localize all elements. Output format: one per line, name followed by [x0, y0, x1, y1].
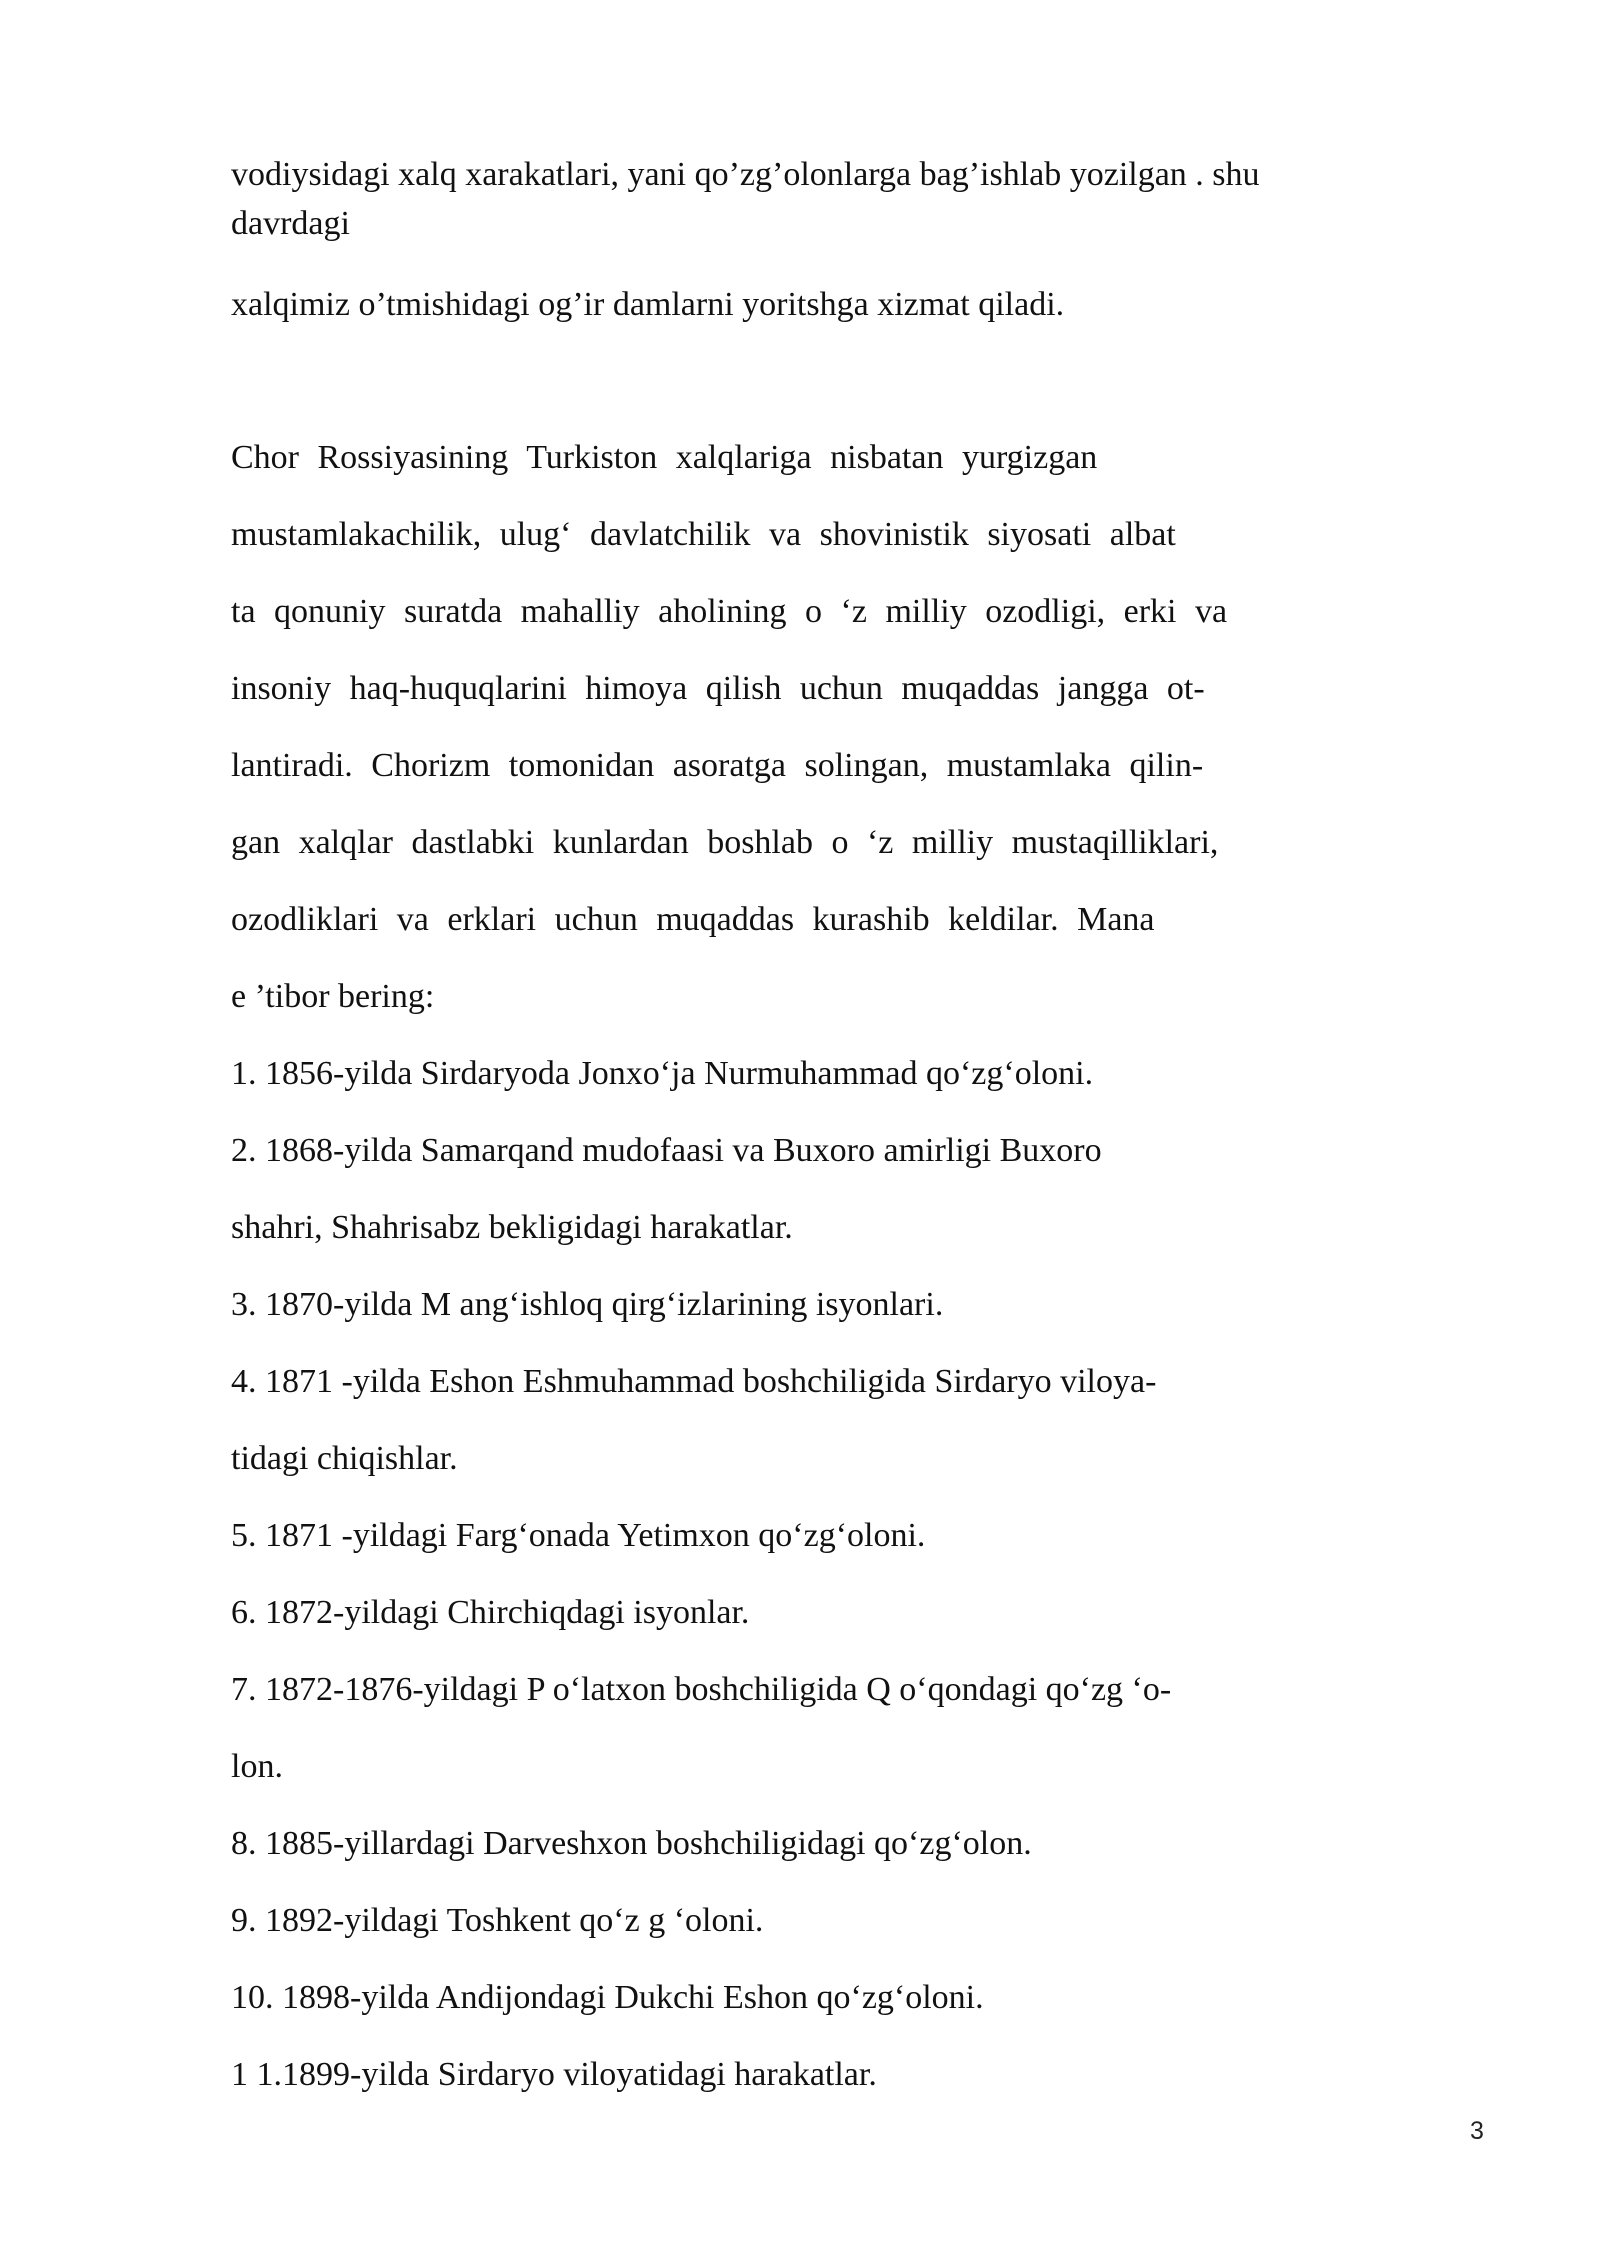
list-item-2: 2. 1868-yilda Samarqand mudofaasi va Buxoro amirligi Buxoro	[231, 1132, 1102, 1169]
list-item-4-continuation: tidagi chiqishlar.	[231, 1440, 458, 1477]
paragraph-line-8: e ’tibor bering:	[231, 978, 435, 1015]
paragraph-line-5: lantiradi. Chorizm tomonidan asoratga solingan, mustamlaka qilin-	[231, 747, 1204, 784]
paragraph-line-4: insoniy haq-huquqlarini himoya qilish uchun muqaddas jangga ot-	[231, 670, 1205, 707]
list-item-8: 8. 1885-yillardagi Darveshxon boshchiligidagi qo‘zg‘olon.	[231, 1825, 1032, 1862]
intro-line-2: davrdagi	[231, 205, 350, 242]
paragraph-line-7: ozodliklari va erklari uchun muqaddas kurashib keldilar. Mana	[231, 901, 1155, 938]
list-item-1: 1. 1856-yilda Sirdaryoda Jonxo‘ja Nurmuhammad qo‘zg‘oloni.	[231, 1055, 1094, 1092]
list-item-7-continuation: lon.	[231, 1748, 283, 1785]
list-item-5: 5. 1871 -yildagi Farg‘onada Yetimxon qo‘zg‘oloni.	[231, 1517, 926, 1554]
list-item-3: 3. 1870-yilda M ang‘ishloq qirg‘izlarining isyonlari.	[231, 1286, 944, 1323]
paragraph-line-1: Chor Rossiyasining Turkiston xalqlariga nisbatan yurgizgan	[231, 439, 1098, 476]
list-item-4: 4. 1871 -yilda Eshon Eshmuhammad boshchiligida Sirdaryo viloya-	[231, 1363, 1157, 1400]
list-item-7: 7. 1872-1876-yildagi P o‘latxon boshchiligida Q o‘qondagi qo‘zg ‘o-	[231, 1671, 1172, 1708]
list-item-9: 9. 1892-yildagi Toshkent qo‘z g ‘oloni.	[231, 1902, 764, 1939]
list-item-11: 1 1.1899-yilda Sirdaryo viloyatidagi harakatlar.	[231, 2056, 877, 2093]
intro-line-3: xalqimiz o’tmishidagi og’ir damlarni yoritshga xizmat qiladi.	[231, 286, 1065, 323]
paragraph-line-6: gan xalqlar dastlabki kunlardan boshlab o ‘z milliy mustaqilliklari,	[231, 824, 1219, 861]
list-item-6: 6. 1872-yildagi Chirchiqdagi isyonlar.	[231, 1594, 750, 1631]
page-number: 3	[1470, 2117, 1484, 2145]
paragraph-line-2: mustamlakachilik, ulug‘ davlatchilik va shovinistik siyosati albat	[231, 516, 1176, 553]
list-item-2-continuation: shahri, Shahrisabz bekligidagi harakatlar.	[231, 1209, 793, 1246]
paragraph-line-3: ta qonuniy suratda mahalliy aholining o ‘z milliy ozodligi, erki va	[231, 593, 1228, 630]
intro-line-1: vodiysidagi xalq xarakatlari, yani qo’zg’olonlarga bag’ishlab yozilgan . shu	[231, 156, 1260, 193]
list-item-10: 10. 1898-yilda Andijondagi Dukchi Eshon qo‘zg‘oloni.	[231, 1979, 984, 2016]
